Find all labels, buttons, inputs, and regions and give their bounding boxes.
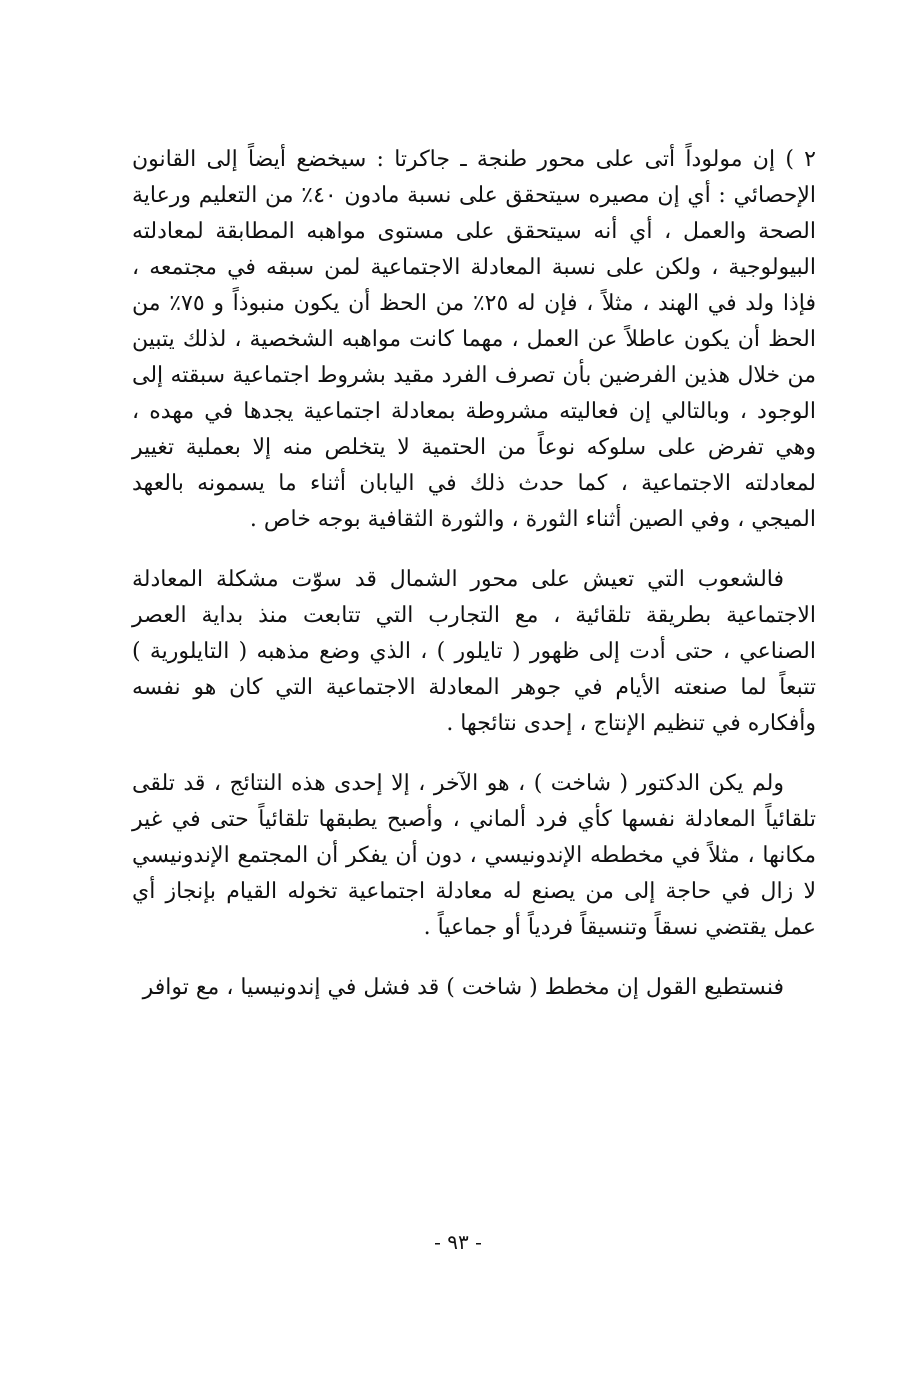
body-text <box>132 142 816 1006</box>
paragraph-3: ولم يكن الدكتور ( شاخت ) ، هو الآخر ، إلا إحدى هذه النتائج ، قد تلقى تلقائياً المعادلة نفسها كأي فرد ألماني ، وأصبح يطبقها تلقائياً حتى في غير مكانها ، مثلاً في مخططه الإندونيسي ، دون أن يفكر أن المجتمع الإندونيسي لا زال في حاجة إلى من يصنع له معادلة اجتماعية تخوله القيام بإنجاز أي عمل يقتضي نسقاً وتنسيقاً فردياً أو جماعياً . <box>132 771 816 940</box>
paragraph-1: ٢ ) إن مولوداً أتى على محور طنجة ـ جاكرتا : سيخضع أيضاً إلى القانون الإحصائي : أي إن مصيره سيتحقق على نسبة مادون ٤٠٪ من التعليم ورعاية الصحة والعمل ، أي أنه سيتحقق على مستوى مواهبه المطابقة لمعادلته البيولوجية ، ولكن على نسبة المعادلة الاجتماعية لمن سبقه في مجتمعه ، فإذا ولد في الهند ، مثلاً ، فإن له ٢٥٪ من الحظ أن يكون منبوذاً و ٧٥٪ من الحظ أن يكون عاطلاً عن العمل ، مهما كانت مواهبه الشخصية ، لذلك يتبين من خلال هذين الفرضين بأن تصرف الفرد مقيد بشروط اجتماعية سبقته إلى الوجود ، وبالتالي إن فعاليته مشروطة بمعادلة اجتماعية يجدها في مهده ، وهي تفرض على سلوكه نوعاً من الحتمية لا يتخلص منه إلا بعملية تغيير لمعادلته الاجتماعية ، كما حدث ذلك في اليابان أثناء ما يسمونه بالعهد الميجي ، وفي الصين أثناء الثورة ، والثورة الثقافية بوجه خاص . <box>132 147 816 532</box>
paragraph-4: فنستطيع القول إن مخطط ( شاخت ) قد فشل في إندونيسيا ، مع توافر <box>142 975 784 1000</box>
paragraph-2: فالشعوب التي تعيش على محور الشمال قد سوّت مشكلة المعادلة الاجتماعية بطريقة تلقائية ، مع التجارب التي تتابعت منذ بداية العصر الصناعي ، حتى أدت إلى ظهور ( تايلور ) ، الذي وضع مذهبه ( التايلورية ) تتبعاً لما صنعته الأيام في جوهر المعادلة الاجتماعية التي كان هو نفسه وأفكاره في تنظيم الإنتاج ، إحدى نتائجها . <box>132 567 816 736</box>
page-number: - ٩٣ - <box>434 1230 482 1254</box>
